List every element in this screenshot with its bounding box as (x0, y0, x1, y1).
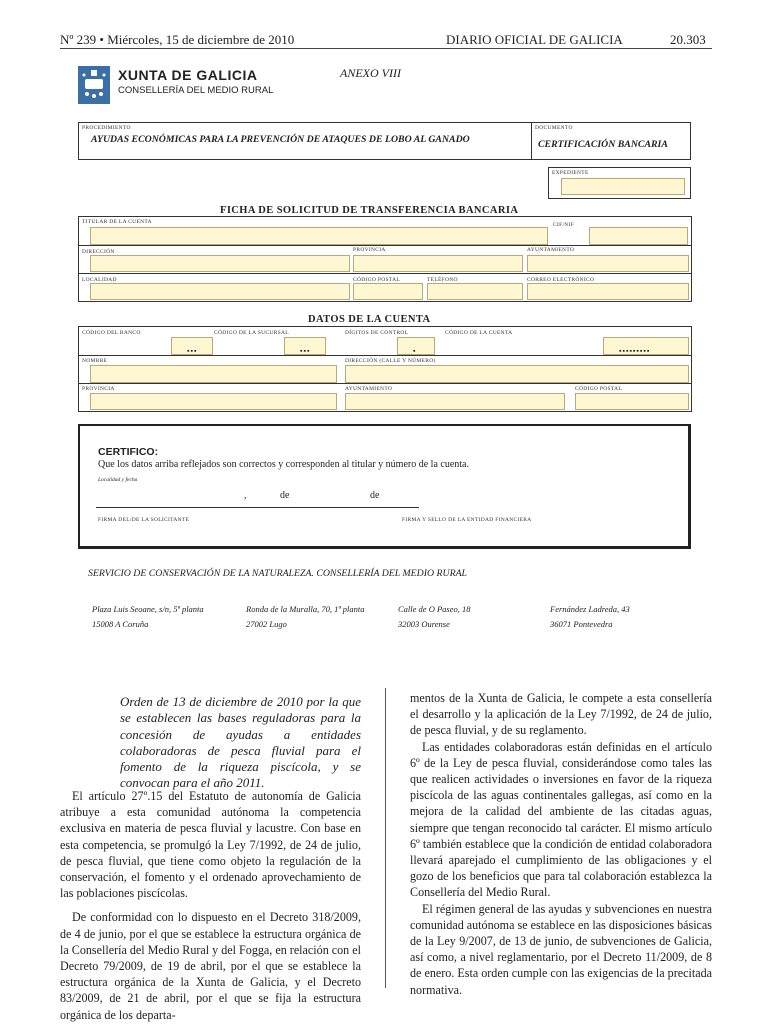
telefono-field[interactable] (427, 283, 523, 300)
article-left-column (60, 788, 361, 1023)
annex-title: ANEXO VIII (340, 66, 401, 80)
provincia-label: PROVINCIA (353, 247, 386, 253)
paragraph: mentos de la Xunta de Galicia, le compete a esta consellería el desarrollo y la aplicación de la Ley 7/1992, de 24 de julio, de pesca fluvial, y de su reglamento. (410, 691, 712, 738)
section-title-account: DATOS DE LA CUENTA (308, 314, 431, 325)
control-label: DÍGITOS DE CONTROL (345, 330, 409, 336)
page-number: 20.303 (670, 32, 706, 47)
cif-field[interactable] (589, 227, 688, 245)
address-street-3: Calle de O Paseo, 18 (398, 604, 471, 614)
provincia2-label: PROVINCIA (82, 386, 115, 392)
address-city-4: 36071 Pontevedra (550, 619, 613, 629)
column-divider (385, 688, 386, 988)
xunta-shield-icon (78, 66, 110, 104)
sucursal-label: CÓDIGO DE LA SUCURSAL (214, 330, 289, 336)
correo-field[interactable] (527, 283, 689, 300)
banco-label: CÓDIGO DEL BANCO (82, 330, 141, 336)
article-title: Orden de 13 de diciembre de 2010 por la que se establecen las bases reguladoras para la concesión de ayudas a entidades colaboradoras de pesca fluvial para el fomento de la riqueza piscícola, y se convocan para el año 2011. (120, 694, 361, 791)
direccion-field[interactable] (90, 255, 350, 272)
cp2-field[interactable] (575, 393, 689, 410)
procedure-box (78, 122, 532, 160)
cp-label: CÓDIGO POSTAL (353, 277, 401, 283)
ayuntamiento2-field[interactable] (345, 393, 565, 410)
address-city-2: 27002 Lugo (246, 619, 287, 629)
nombre-field[interactable] (90, 365, 337, 383)
nombre-label: NOMBRE (82, 358, 108, 364)
account-box: CÓDIGO DEL BANCO ▪▪▪ CÓDIGO DE LA SUCURSAL ▪▪▪ DÍGITOS DE CONTROL ▪ CÓDIGO DE LA CUENTA ▪▪▪▪▪▪▪▪▪ NOMBRE DIRECCIÓN (CALLE Y NÚMERO) PROVINCIA AYUNTAMIENTO CÓDIGO POSTAL (78, 326, 692, 412)
telefono-label: TELÉFONO (427, 277, 458, 283)
address-street-1: Plaza Luis Seoane, s/n, 5ª planta (92, 604, 204, 614)
cif-label: CIF/NIF (553, 222, 575, 228)
expediente-field[interactable] (561, 178, 685, 195)
ayuntamiento-label: AYUNTAMIENTO (527, 247, 575, 253)
paragraph: El artículo 27º.15 del Estatuto de autonomía de Galicia atribuye a esta comunidad autónoma la competencia exclusiva en materia de pesca fluvial y lacustre. Con base en esta competencia, se promulgó la Ley 7/1992, de 24 de julio, de pesca fluvial, que tiene como objeto la regulación de la conservación, el fomento y el ordenado aprovechamiento de las poblaciones piscícolas. (60, 789, 361, 901)
procedure-title: AYUDAS ECONÓMICAS PARA LA PREVENCIÓN DE ATAQUES DE LOBO AL GANADO (91, 134, 470, 145)
direccion-label: DIRECCIÓN (82, 249, 115, 255)
provincia-field[interactable] (353, 255, 523, 272)
titular-box (78, 216, 692, 302)
certifico-title: CERTIFICO: (98, 446, 159, 458)
localidad-label: LOCALIDAD (82, 277, 117, 283)
address-street-4: Fernández Ladreda, 43 (550, 604, 630, 614)
issue-date: Nº 239 • Miércoles, 15 de diciembre de 2010 (60, 32, 295, 47)
paragraph: Las entidades colaboradoras están definidas en el artículo 6º de la Ley de pesca fluvial, considerándose como tales las que realicen actividades o inversiones en favor de la riqueza piscícola de las aguas continentales gallegas, así como en la mejora de la calidad del ambiente de las citadas aguas, siempre que tengan reconocido tal carácter. El mismo artículo 6º también establece que la condición de entidad colaboradora llevará aparejado el cumplimiento de las obligaciones y el gozo de los beneficios que para tal colaboración establezca la Consellería del Medio Rural. (410, 739, 712, 900)
certifico-box (78, 424, 691, 549)
document-label: DOCUMENTO (535, 125, 573, 131)
localidad-fecha-label: Localidad y fecha (98, 477, 138, 483)
correo-label: CORREO ELECTRÓNICO (527, 277, 595, 283)
titular-field[interactable] (90, 227, 548, 245)
localidad-field[interactable] (90, 283, 350, 300)
certifico-text: Que los datos arriba reflejados son correctos y corresponden al titular y número de la cuenta. (98, 459, 469, 470)
date-de-1: de (280, 490, 290, 501)
titular-label: TITULAR DE LA CUENTA (82, 219, 152, 225)
direccion-calle-label: DIRECCIÓN (CALLE Y NÚMERO) (345, 358, 436, 364)
cuenta-label: CÓDIGO DE LA CUENTA (445, 330, 513, 336)
journal-name: DIARIO OFICIAL DE GALICIA (446, 32, 623, 47)
expediente-label: EXPEDIENTE (552, 170, 589, 176)
document-title: CERTIFICACIÓN BANCARIA (538, 139, 668, 150)
date-comma: , (244, 490, 247, 501)
department-name: CONSELLERÍA DEL MEDIO RURAL (118, 85, 274, 96)
cp-field[interactable] (353, 283, 423, 300)
firma-solicitante-label: FIRMA DEL/DE LA SOLICITANTE (98, 517, 190, 523)
address-street-2: Ronda de la Muralla, 70, 1ª planta (246, 604, 365, 614)
institution-name: XUNTA DE GALICIA (118, 67, 258, 83)
paragraph: De conformidad con lo dispuesto en el Decreto 318/2009, de 4 de junio, por el que se establece la estructura orgánica de la Consellería del Medio Rural y del Fogga, en relación con el Decreto 79/2009, de 19 de abril, por el que se establece la estructura orgánica de la Xunta de Galicia, y el Decreto 83/2009, de 21 de abril, por el que se fija la estructura orgánica de los departa- (60, 910, 361, 1022)
date-line (96, 507, 419, 508)
paragraph: El régimen general de las ayudas y subvenciones en nuestra comunidad autónoma se establece en las disposiciones básicas de la Ley 9/2007, de 13 de junio, de subvenciones de Galicia, así como, a nivel reglamentario, por el Decreto 11/2009, de 8 de enero. Esta orden cumple con las exigencias de la precitada normativa. (410, 901, 712, 997)
service-title: SERVICIO DE CONSERVACIÓN DE LA NATURALEZA. CONSELLERÍA DEL MEDIO RURAL (88, 568, 467, 579)
section-title-transfer: FICHA DE SOLICITUD DE TRANSFERENCIA BANCARIA (220, 205, 519, 216)
header-rule (60, 48, 712, 49)
expediente-box (548, 167, 691, 199)
direccion-calle-field[interactable] (345, 365, 689, 383)
article-right-column (410, 690, 712, 998)
document-box (531, 122, 691, 160)
ayuntamiento2-label: AYUNTAMIENTO (345, 386, 393, 392)
provincia2-field[interactable] (90, 393, 337, 410)
address-city-3: 32003 Ourense (398, 619, 450, 629)
date-de-2: de (370, 490, 380, 501)
ayuntamiento-field[interactable] (527, 255, 689, 272)
firma-entidad-label: FIRMA Y SELLO DE LA ENTIDAD FINANCIERA (402, 517, 532, 523)
address-city-1: 15008 A Coruña (92, 619, 149, 629)
cp2-label: CÓDIGO POSTAL (575, 386, 623, 392)
procedure-label: PROCEDIMIENTO (82, 125, 131, 131)
